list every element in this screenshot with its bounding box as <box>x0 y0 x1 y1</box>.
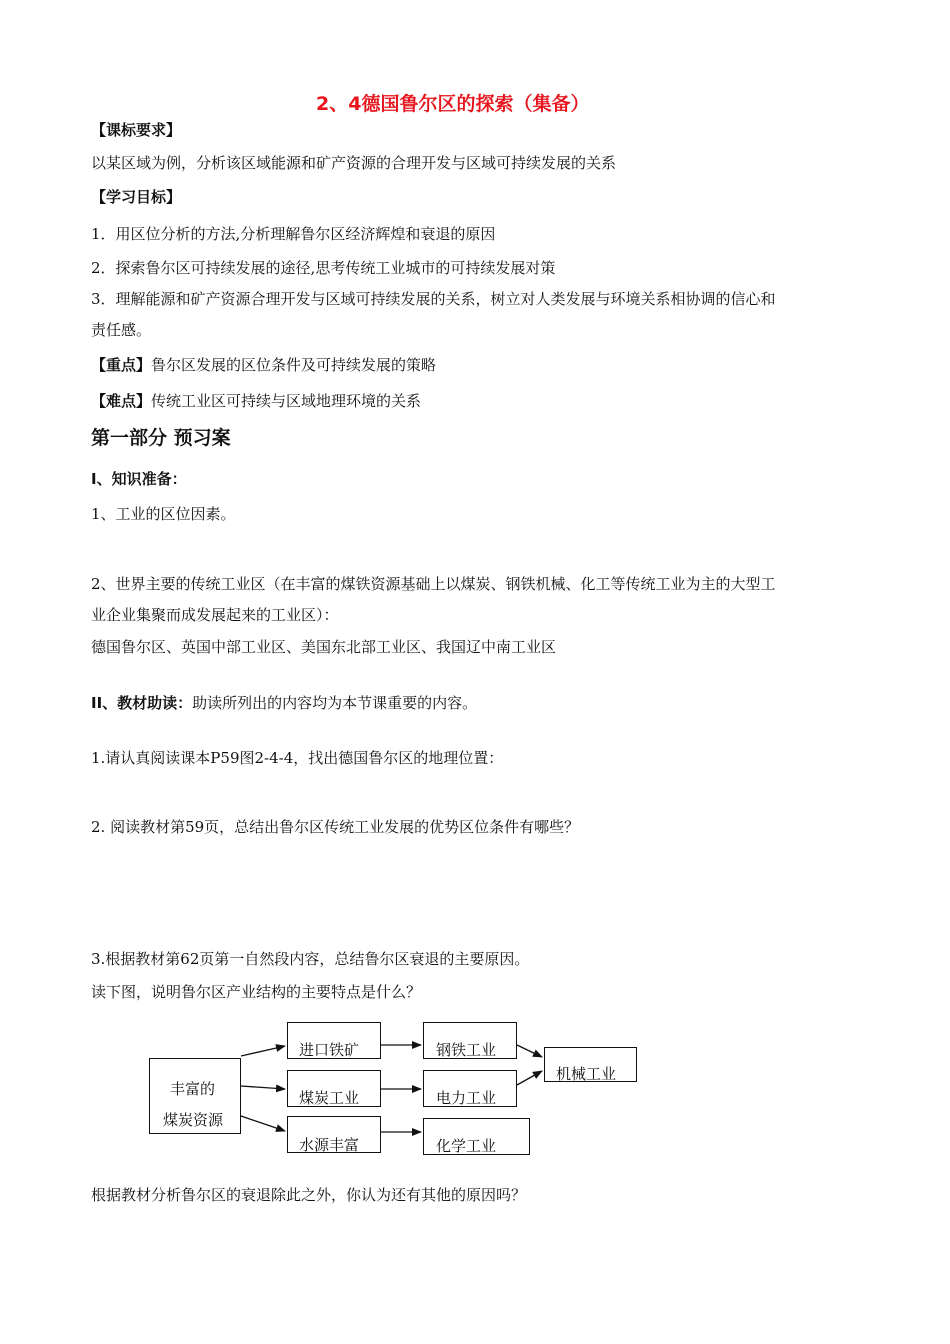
box-chemical-industry-label: 化学工业 <box>436 1137 497 1155</box>
reading-3-diagram-prompt: 读下图，说明鲁尔区产业结构的主要特点是什么？ <box>91 983 422 1001</box>
box-power-industry <box>423 1070 517 1107</box>
box-imported-iron <box>287 1022 381 1059</box>
section2-heading: II、教材助读： <box>91 694 193 712</box>
objective-2: 2．探索鲁尔区可持续发展的途径,思考传统工业城市的可持续发展对策 <box>91 259 556 277</box>
difficult-point-label: 【难点】 <box>91 392 152 410</box>
curriculum-text: 以某区域为例，分析该区域能源和矿产资源的合理开发与区域可持续发展的关系 <box>91 154 617 172</box>
box-coal-industry <box>287 1070 381 1107</box>
objective-3: 3．理解能源和矿产资源合理开发与区域可持续发展的关系，树立对人类发展与环境关系相协调的信心和 <box>91 290 776 308</box>
arrow-source-to-coal <box>241 1086 285 1089</box>
arrow-power-to-machinery <box>517 1071 542 1085</box>
box-coal-resources <box>149 1058 241 1134</box>
box-chemical-industry <box>423 1118 530 1155</box>
box-coal-resources-line2: 煤炭资源 <box>163 1111 224 1129</box>
box-machinery-industry-label: 机械工业 <box>556 1065 617 1083</box>
arrow-source-to-water <box>241 1116 285 1131</box>
box-power-industry-label: 电力工业 <box>436 1089 497 1107</box>
box-coal-resources-line1: 丰富的 <box>170 1080 216 1098</box>
section1-heading: I、知识准备： <box>91 470 187 488</box>
arrow-steel-to-machinery <box>517 1045 542 1057</box>
difficult-point-text: 传统工业区可持续与区域地理环境的关系 <box>151 392 422 410</box>
industrial-regions: 德国鲁尔区、英国中部工业区、美国东北部工业区、我国辽中南工业区 <box>91 638 557 656</box>
curriculum-heading: 【课标要求】 <box>91 121 182 139</box>
box-water <box>287 1116 381 1153</box>
reading-1: 1.请认真阅读课本P59图2-4-4，找出德国鲁尔区的地理位置： <box>91 749 504 767</box>
box-machinery-industry <box>544 1047 637 1082</box>
question-2: 2、世界主要的传统工业区（在丰富的煤铁资源基础上以煤炭、钢铁机械、化工等传统工业为主的大型工 <box>91 575 776 593</box>
objectives-heading: 【学习目标】 <box>91 188 182 206</box>
box-coal-industry-label: 煤炭工业 <box>299 1089 360 1107</box>
key-point-text: 鲁尔区发展的区位条件及可持续发展的策略 <box>151 356 437 374</box>
section2-note: 助读所列出的内容均为本节课重要的内容。 <box>192 694 478 712</box>
page-title: 2、4德国鲁尔区的探索（集备） <box>316 93 590 115</box>
part1-heading: 第一部分 预习案 <box>91 427 231 449</box>
box-steel-industry-label: 钢铁工业 <box>436 1041 497 1059</box>
reading-2: 2. 阅读教材第59页，总结出鲁尔区传统工业发展的优势区位条件有哪些？ <box>91 818 580 836</box>
box-steel-industry <box>423 1022 517 1059</box>
objective-3-cont: 责任感。 <box>91 321 152 339</box>
reading-4: 根据教材分析鲁尔区的衰退除此之外，你认为还有其他的原因吗？ <box>91 1186 527 1204</box>
objective-1: 1．用区位分析的方法,分析理解鲁尔区经济辉煌和衰退的原因 <box>91 225 496 243</box>
question-1: 1、工业的区位因素。 <box>91 505 236 523</box>
box-imported-iron-label: 进口铁矿 <box>299 1041 360 1059</box>
arrow-source-to-iron <box>241 1046 285 1056</box>
key-point-label: 【重点】 <box>91 356 152 374</box>
reading-3: 3.根据教材第62页第一自然段内容，总结鲁尔区衰退的主要原因。 <box>91 950 530 968</box>
question-2-cont: 业企业集聚而成发展起来的工业区）： <box>91 606 339 624</box>
box-water-label: 水源丰富 <box>299 1136 360 1154</box>
